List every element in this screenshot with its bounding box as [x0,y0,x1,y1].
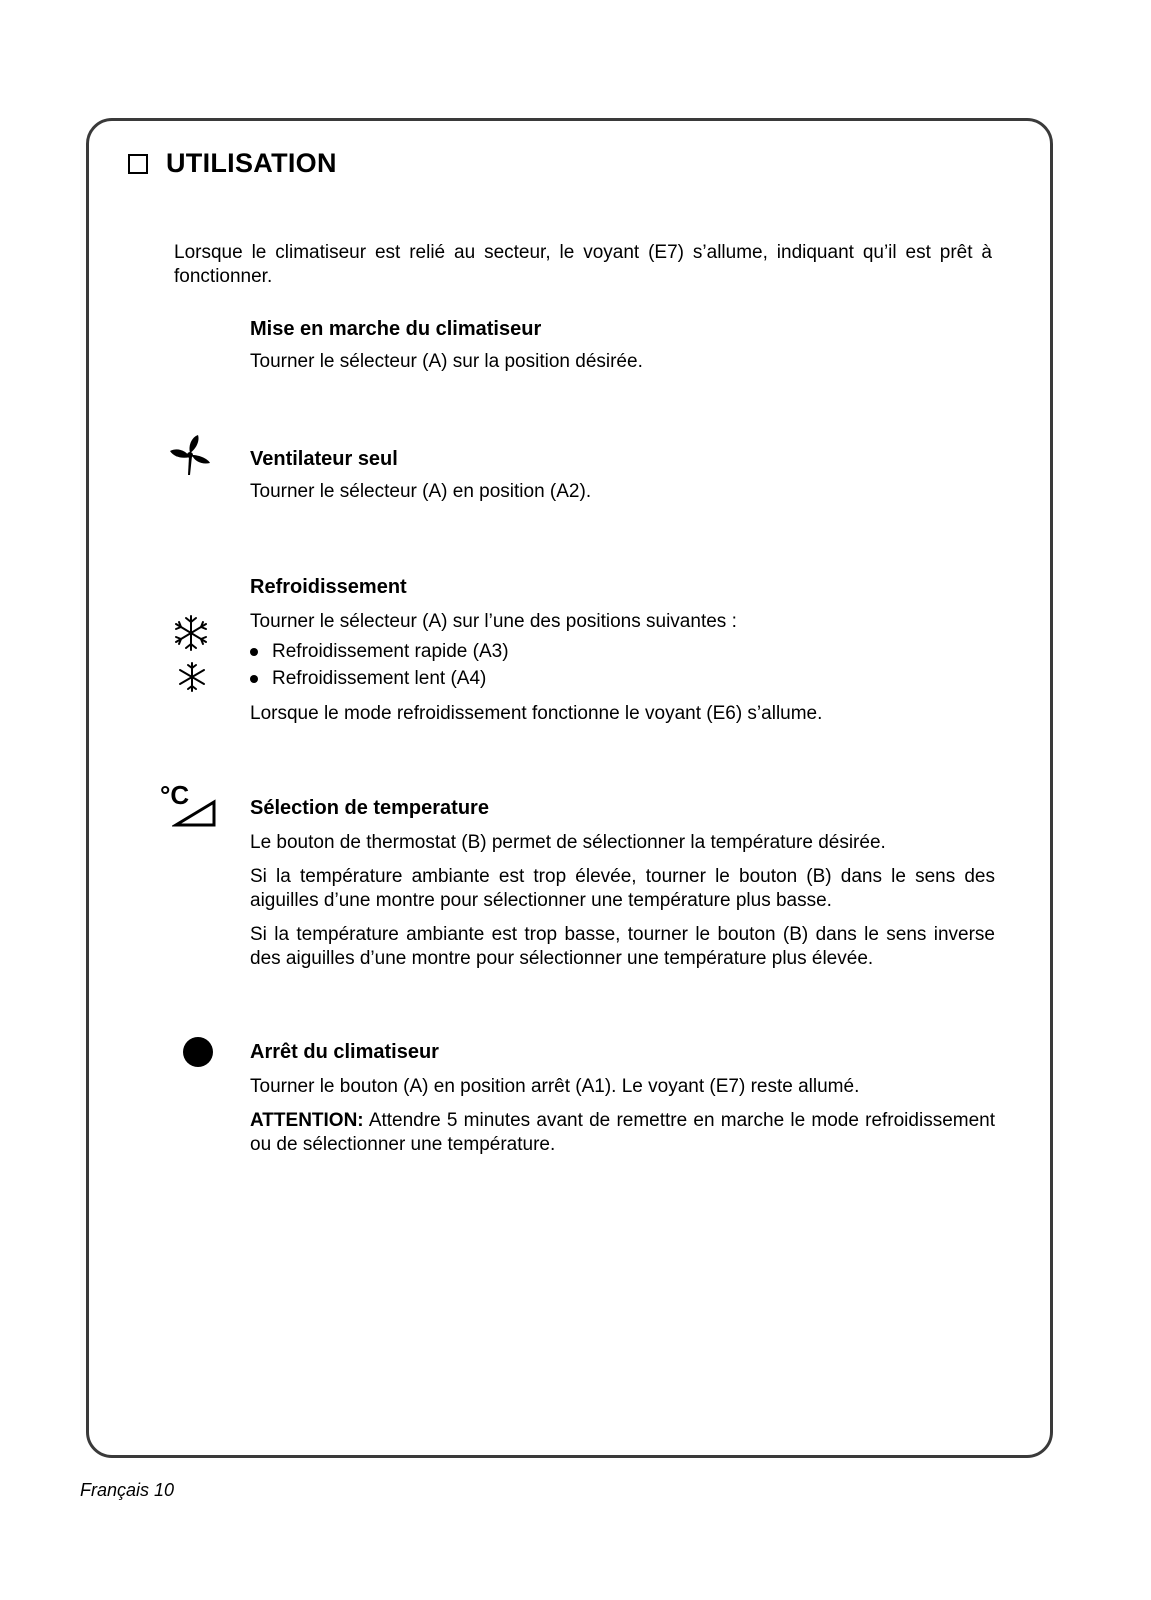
celsius-label: °C [160,780,190,810]
section-text: Le bouton de thermostat (B) permet de sélectionner la température désirée. [250,832,886,853]
page-title: UTILISATION [166,148,337,178]
bullet-icon [250,648,258,656]
bullet-list [250,638,995,692]
list-item: Refroidissement rapide (A3) [250,638,995,665]
section-heading: Refroidissement [250,576,407,598]
fan-icon [168,433,212,477]
section-start [250,316,995,374]
checkbox-icon [128,154,148,174]
section-fan [250,446,995,504]
section-text: Tourner le sélecteur (A) en position (A2). [250,481,592,502]
section-note: Lorsque le mode refroidissement fonctionne le voyant (E6) s’allume. [250,703,823,724]
section-cooling [250,574,995,726]
section-stop [250,1039,995,1157]
section-heading: Sélection de temperature [250,797,489,819]
bullet-icon [250,675,258,683]
attention-note [250,1109,995,1157]
section-heading: Ventilateur seul [250,448,398,470]
page-footer: Français 10 [80,1480,175,1500]
stop-dot-icon [183,1037,213,1067]
temperature-icon [160,780,220,830]
section-text: Si la température ambiante est trop basse, tourner le bouton (B) dans le sens inverse des aiguilles d’une montre pour sélectionner une température plus élevée. [250,924,995,969]
section-heading: Arrêt du climatiseur [250,1041,439,1063]
section-heading: Mise en marche du climatiseur [250,318,542,340]
intro-text: Lorsque le climatiseur est relié au secteur, le voyant (E7) s’allume, indiquant qu’il est prêt à fonctionner. [174,242,992,287]
title-row [128,148,337,179]
list-item: Refroidissement lent (A4) [250,665,995,692]
triangle-scale-icon [172,798,218,828]
section-text: Si la température ambiante est trop élevée, tourner le bouton (B) dans le sens des aiguilles d’une montre pour sélectionner une température plus basse. [250,866,995,911]
section-text: Tourner le sélecteur (A) sur la position désirée. [250,351,643,372]
attention-label: ATTENTION: [250,1110,364,1131]
section-text: Tourner le sélecteur (A) sur l’une des positions suivantes : [250,611,737,632]
attention-text: Attendre 5 minutes avant de remettre en marche le mode refroidissement ou de sélectionner une température. [250,1110,995,1155]
snowflake-slow-icon [175,660,209,694]
snowflake-fast-icon [170,612,212,654]
section-temperature [250,795,995,971]
section-text: Tourner le bouton (A) en position arrêt (A1). Le voyant (E7) reste allumé. [250,1076,860,1097]
